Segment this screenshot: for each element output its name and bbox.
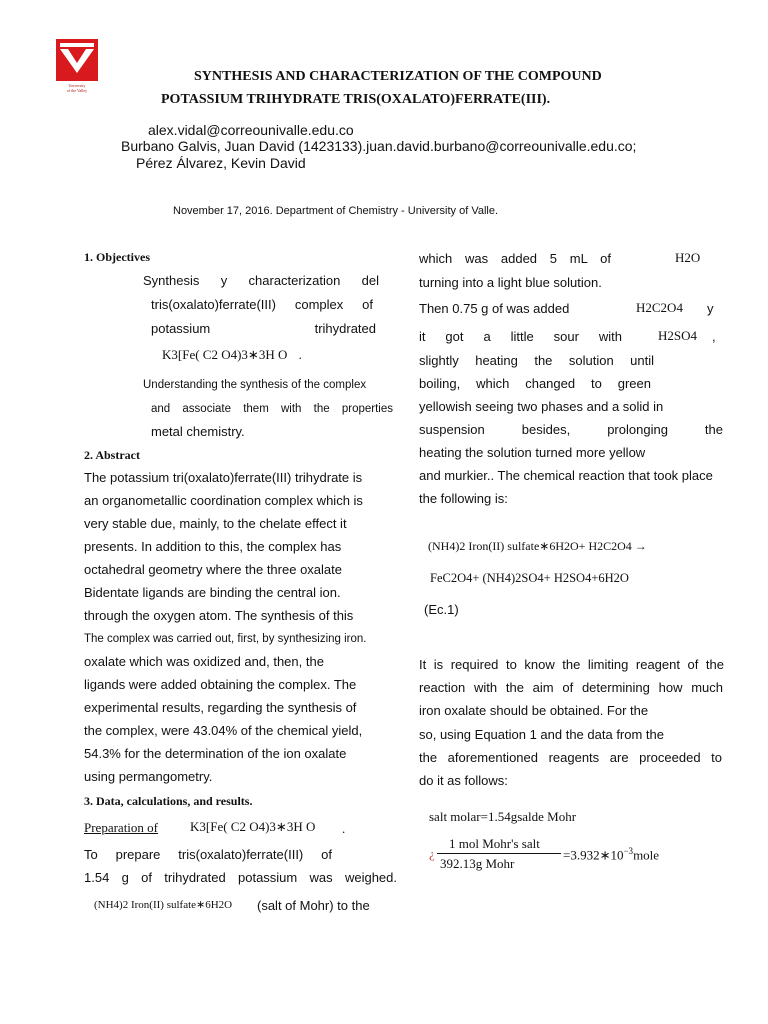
abstract-line: experimental results, regarding the synthesis of <box>84 700 357 715</box>
equation1-line2: FeC2O4+ (NH4)2SO4+ H2SO4+6H2O <box>430 571 629 585</box>
formula-water: H2O <box>675 250 701 265</box>
paper-title-line1: SYNTHESIS AND CHARACTERIZATION OF THE COMPOUND <box>194 69 602 84</box>
calc-numerator: 1 mol Mohr's salt <box>449 836 540 851</box>
formula-potassium-ferrioxalate <box>162 347 302 363</box>
objective1-line1: Synthesis y characterization del <box>143 273 379 288</box>
logo-text-line2: of the Valley <box>66 88 88 93</box>
preparation-period: . <box>342 821 346 836</box>
formula-preparation: K3[Fe( C2 O4)3∗3H O <box>190 819 316 834</box>
objective2-line1: Understanding the synthesis of the complex <box>143 379 367 391</box>
abstract-line: 54.3% for the determination of the ion oxalate <box>84 746 347 761</box>
logo-emblem-icon <box>56 39 98 81</box>
section-data-heading: 3. Data, calculations, and results. <box>84 794 253 808</box>
prep-line2: 1.54 g of trihydrated potassium was weighed. <box>84 870 397 885</box>
result-line-tail: , <box>712 329 716 344</box>
abstract-line: very stable due, mainly, to the chelate effect it <box>84 516 347 531</box>
objective1-line3: potassium trihydrated <box>151 321 376 336</box>
logo-text-line1: University <box>68 83 86 88</box>
abstract-line: presents. In addition to this, the complex has <box>84 539 342 554</box>
result-line: boiling, which changed to green <box>419 376 651 391</box>
abstract-line: Bidentate ligands are binding the central ion. <box>84 585 341 600</box>
result-line-tail: y <box>707 301 714 316</box>
author-line2: Burbano Galvis, Juan David (1423133).juan.david.burbano@correounivalle.edu.co; <box>121 138 637 154</box>
calc-result-exponent: −3 <box>623 846 634 856</box>
calc-result-value: =3.932∗10 <box>563 847 624 863</box>
abstract-line: The potassium tri(oxalato)ferrate(III) trihydrate is <box>84 470 363 485</box>
result-line: which was added 5 mL of <box>419 251 611 266</box>
mohr-salt-note: (salt of Mohr) to the <box>257 898 370 913</box>
abstract-line: using permangometry. <box>84 769 213 784</box>
abstract-line: ligands were added obtaining the complex. The <box>84 677 357 692</box>
result-line: turning into a light blue solution. <box>419 275 602 290</box>
equation1-label: (Ec.1) <box>424 602 459 617</box>
formula-mohr-salt: (NH4)2 Iron(II) sulfate∗6H2O <box>94 899 233 911</box>
fraction-bar <box>437 853 561 854</box>
paper-title-line2: POTASSIUM TRIHYDRATE TRIS(OXALATO)FERRATE(III). <box>161 92 551 107</box>
section-objectives-heading: 1. Objectives <box>84 250 150 264</box>
method-line: iron oxalate should be obtained. For the <box>419 703 649 718</box>
result-line: the following is: <box>419 491 508 506</box>
formula-period: . <box>298 347 302 362</box>
result-line: and murkier.. The chemical reaction that took place <box>419 468 713 483</box>
abstract-line: an organometallic coordination complex which is <box>84 493 363 508</box>
preparation-label: Preparation of <box>84 820 159 835</box>
result-line: heating the solution turned more yellow <box>419 445 646 460</box>
abstract-body <box>84 470 384 792</box>
method-line: the aforementioned reagents are proceeded to <box>419 750 722 765</box>
result-line: Then 0.75 g of was added <box>419 301 570 316</box>
result-line: slightly heating the solution until <box>419 353 654 368</box>
abstract-line: the complex, were 43.04% of the chemical yield, <box>84 723 363 738</box>
result-line: it got a little sour with <box>419 329 622 344</box>
formula-sulfuric-acid: H2SO4 <box>658 328 698 343</box>
calc-result-unit: mole <box>633 847 660 863</box>
objective1-line2: tris(oxalato)ferrate(III) complex of <box>151 297 373 312</box>
calc-denominator: 392.13g Mohr <box>440 856 515 871</box>
author-line3: Pérez Álvarez, Kevin David <box>136 155 306 171</box>
equation1-line1: (NH4)2 Iron(II) sulfate∗6H2O+ H2C2O4 → <box>428 539 647 553</box>
calc-symbol: ¿ <box>429 846 435 861</box>
prep-line1: To prepare tris(oxalato)ferrate(III) of <box>84 847 332 862</box>
result-line: yellowish seeing two phases and a solid in <box>419 399 664 414</box>
result-line: suspension besides, prolonging the <box>419 422 723 437</box>
formula-text: K3[Fe( C2 O4)3∗3H O <box>162 347 288 362</box>
calc-result <box>563 846 659 863</box>
objective2-line2: and associate them with the properties <box>151 403 393 415</box>
abstract-line: through the oxygen atom. The synthesis of this <box>84 608 354 623</box>
method-line: It is required to know the limiting reagent of the <box>419 657 724 672</box>
university-logo <box>56 39 98 81</box>
method-line: reaction with the aim of determining how much <box>419 680 723 695</box>
abstract-line: octahedral geometry where the three oxalate <box>84 562 342 577</box>
method-line: so, using Equation 1 and the data from the <box>419 727 665 742</box>
date-department: November 17, 2016. Department of Chemistry - University of Valle. <box>173 205 499 217</box>
author-email: alex.vidal@correounivalle.edu.co <box>148 122 354 138</box>
abstract-line: The complex was carried out, first, by synthesizing iron. <box>84 633 367 645</box>
abstract-line: oxalate which was oxidized and, then, the <box>84 654 324 669</box>
method-line: do it as follows: <box>419 773 508 788</box>
calc-molar-line: salt molar=1.54gsalde Mohr <box>429 809 577 824</box>
formula-oxalic-acid: H2C2O4 <box>636 300 683 315</box>
objective2-line3: metal chemistry. <box>151 424 245 439</box>
section-abstract-heading: 2. Abstract <box>84 448 140 462</box>
